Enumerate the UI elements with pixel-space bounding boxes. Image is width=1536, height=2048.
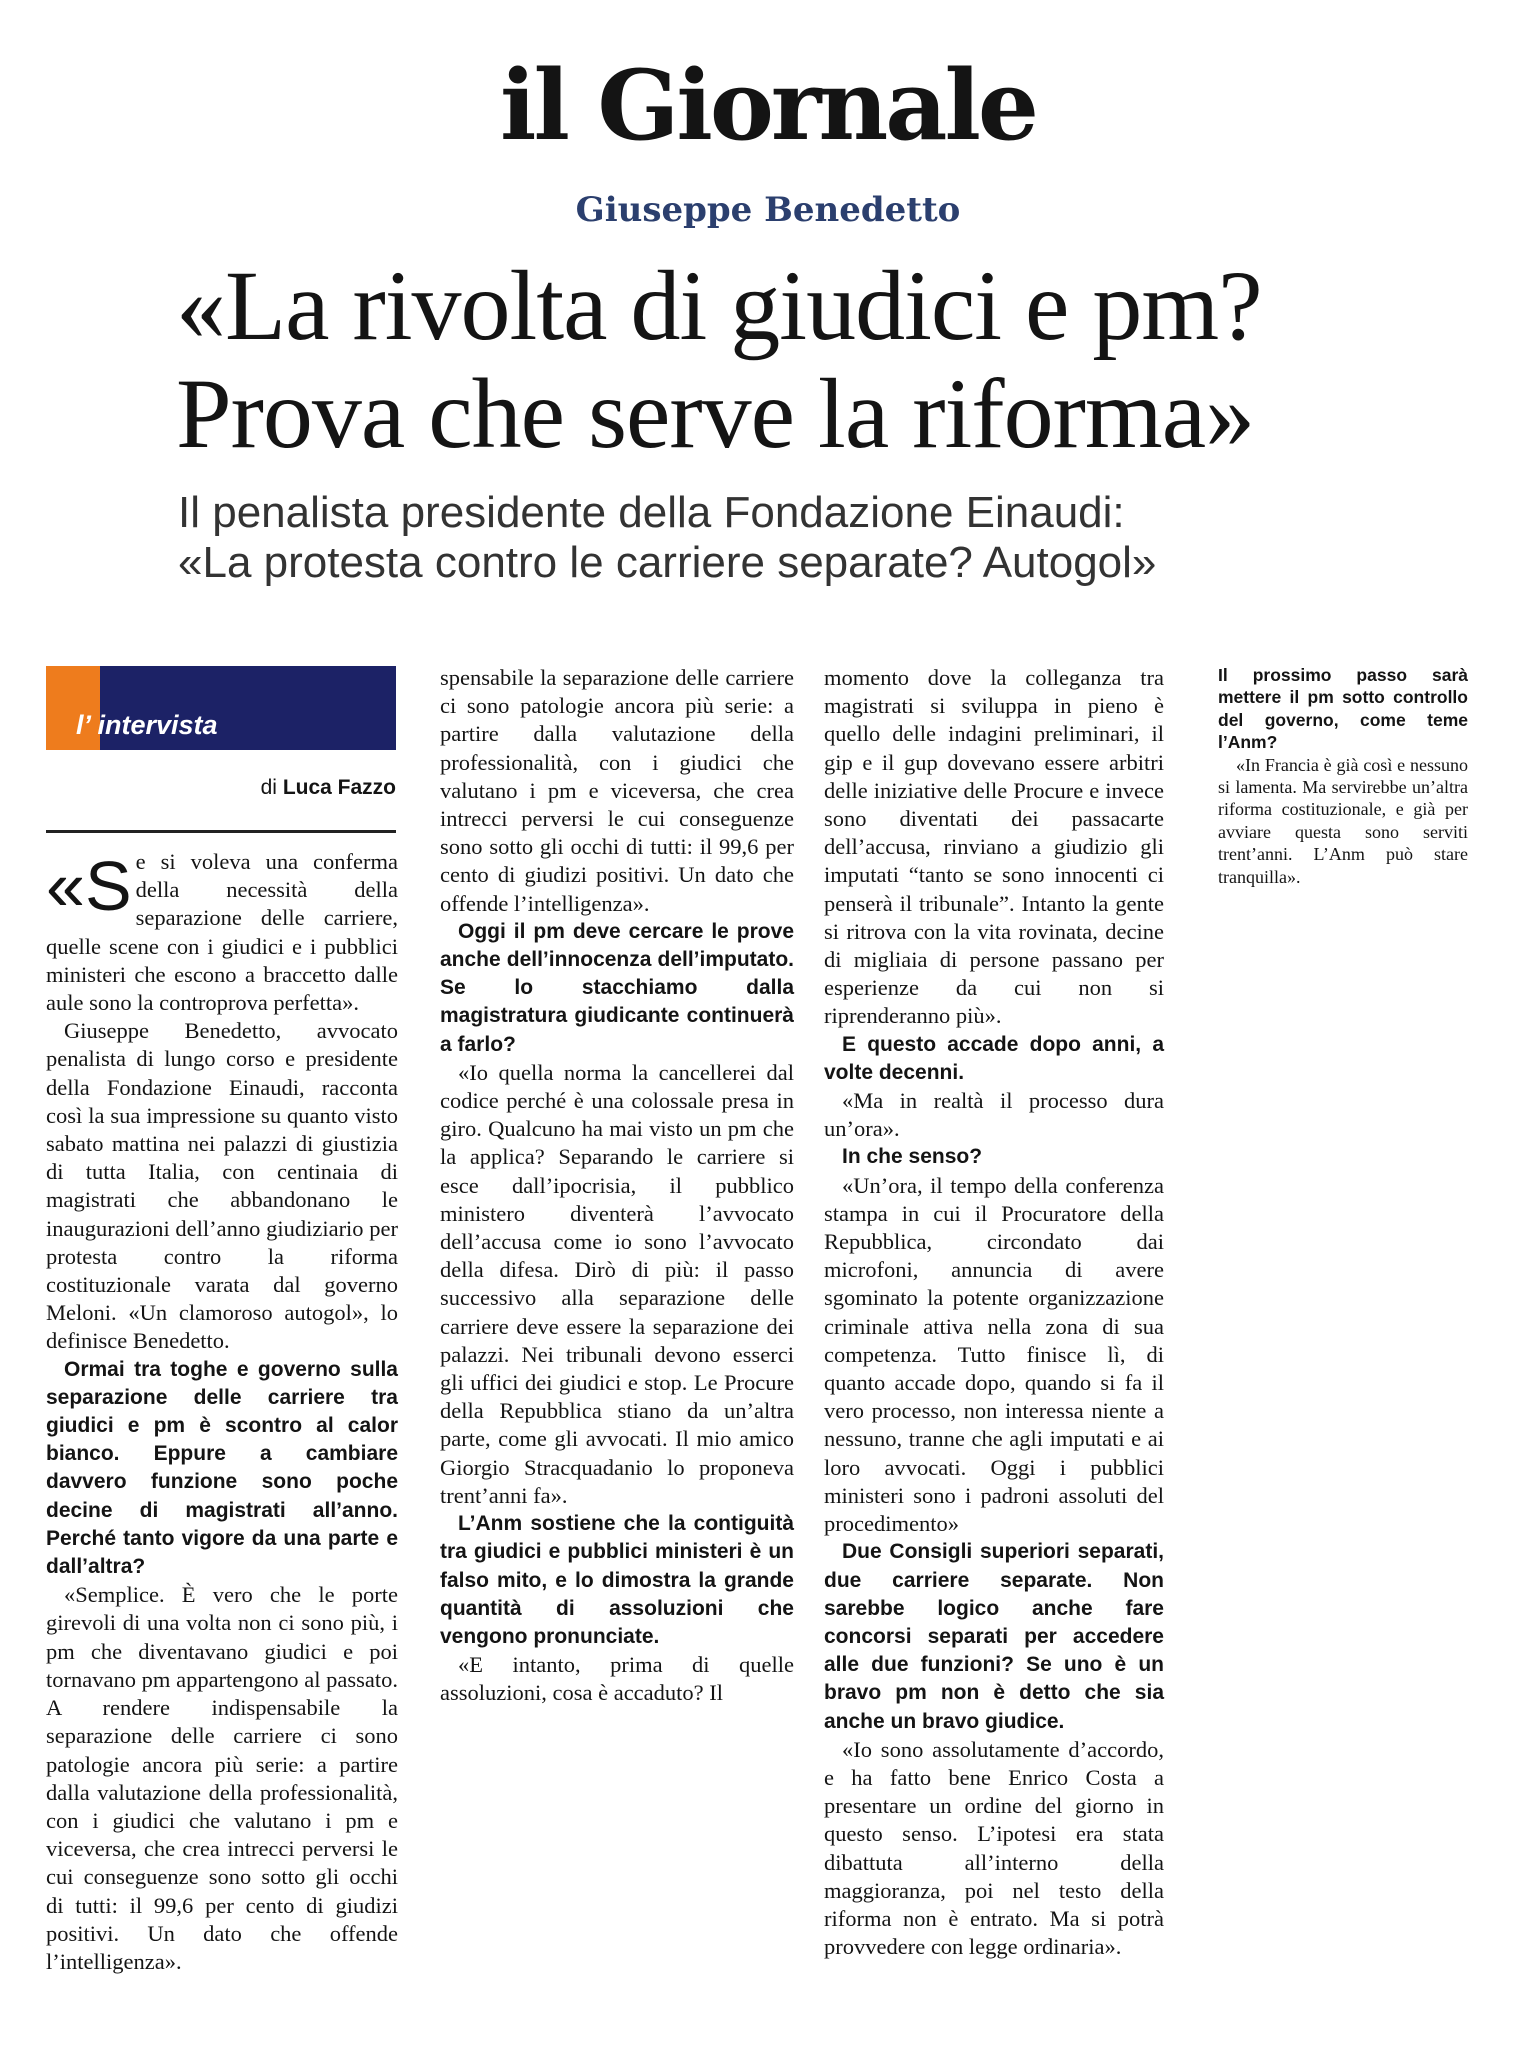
drop-cap: «S [46, 847, 132, 925]
interview-answer: «Semplice. È vero che le porte girevoli di una volta non ci sono più, i pm che diventavano giudici e poi tornavano pm appartengono al passato. A rendere indispensabile la separazione delle carriere ci sono patologie ancora più serie: a partire dalla valutazione della professionalità, con i giudici che valutano i pm e viceversa, che crea intrecci perversi le cui conseguenze sono sotto gli occhi di tutti: il 99,6 per cento di giudizi positivi. Un dato che offende l’intelligenza». [46, 1582, 398, 1974]
section-label-box [46, 666, 396, 750]
interview-answer: «Un’ora, il tempo della conferenza stampa in cui il Procuratore della Repubblica, circondato dai microfoni, annuncia di avere sgominato la potente organizzazione criminale attiva nella zona di sua competenza. Tutto finisce lì, di quanto accade dopo, quando si fa il vero processo, non interessa niente a nessuno, tranne che agli imputati e ai loro avvocati. Oggi i pubblici ministeri sono i padroni assoluti del procedimento» [824, 1172, 1164, 1537]
article-headline [176, 252, 1426, 468]
subhead-line-2: «La protesta contro le carriere separate? Autogol» [178, 538, 1157, 588]
interviewee-name: Giuseppe Benedetto [575, 190, 961, 230]
newspaper-masthead: il Giornale [500, 49, 1036, 162]
subhead-line-1: Il penalista presidente della Fondazione Einaudi: [178, 488, 1125, 537]
article-column-4 [1218, 664, 1468, 888]
interview-question: Ormai tra toghe e governo sulla separazione delle carriere tra giudici e pm è scontro al calor bianco. Eppure a cambiare davvero funzione sono poche decine di magistrati all’anno. Perché tanto vigore da una parte e dall’altra? [46, 1357, 398, 1579]
byline-author: Luca Fazzo [282, 776, 396, 799]
article-paragraph: Giuseppe Benedetto, avvocato penalista di lungo corso e presidente della Fondazione Einaudi, racconta così la sua impressione su quanto visto sabato mattina nei palazzi di giustizia di tutta Italia, con centinaia di magistrati che abbandonano le inaugurazioni dell’anno giudiziario per protesta contro la riforma costituzionale varata dal governo Meloni. «Un clamoroso autogol», lo definisce Benedetto. [46, 1018, 398, 1354]
article-column-1 [46, 847, 398, 1974]
headline-line-1: «La rivolta di giudici e pm? [176, 250, 1262, 361]
article-subheadline [178, 488, 1438, 588]
interview-answer: «In Francia è già così e nessuno si lamenta. Ma servirebbe un’altra riforma costituzionale, e già per avviare questa sono serviti trent’anni. L’Anm può stare tranquilla». [1218, 754, 1468, 887]
interview-question: In che senso? [842, 1145, 983, 1169]
headline-line-2: Prova che serve la riforma» [176, 358, 1255, 469]
section-label: l’ intervista [76, 710, 218, 740]
byline-divider [46, 830, 396, 833]
interview-answer: «E intanto, prima di quelle assoluzioni, cosa è accaduto? Il [440, 1652, 794, 1706]
byline-prefix: di [260, 776, 277, 799]
interview-question: Oggi il pm deve cercare le prove anche dell’innocenza dell’imputato. Se lo stacchiamo dalla magistratura giudicante continuerà a farlo? [440, 919, 794, 1056]
article-paragraph: «S e si voleva una conferma della necessità della separazione delle carriere, quelle scene con i giudici e i pubblici ministeri che escono a braccetto dalle aule sono la controprova perfetta». [46, 847, 398, 1016]
article-column-3 [824, 664, 1164, 1961]
article-column-2 [440, 664, 794, 1708]
interview-question: E questo accade dopo anni, a volte decenni. [824, 1032, 1164, 1084]
interview-question: Il prossimo passo sarà mettere il pm sotto controllo del governo, come teme l’Anm? [1218, 665, 1468, 753]
interview-answer-continued: momento dove la colleganza tra magistrati si sviluppa in pieno è quello delle indagini preliminari, il gip e il gup dovevano essere arbitri delle iniziative delle Procure e invece sono diventati dei passacarte dell’accusa, rinviano a giudizio gli imputati “tanto se sono innocenti ci penserà il tribunale”. Intanto la gente si ritrova con la vita rovinata, decine di migliaia di persone passano per esperienze da cui non si riprenderanno più». [824, 665, 1164, 1029]
interview-answer: «Io sono assolutamente d’accordo, e ha fatto bene Enrico Costa a presentare un ordine del giorno in questo senso. L’ipotesi era stata dibattuta all’interno della maggioranza, poi nel testo della riforma non è entrato. Ma si potrà provvedere con legge ordinaria». [824, 1736, 1164, 1960]
article-byline [46, 776, 396, 800]
interview-answer: «Ma in realtà il processo dura un’ora». [824, 1088, 1164, 1142]
interview-question: L’Anm sostiene che la contiguità tra giudici e pubblici ministeri è un falso mito, e lo dimostra la grande quantità di assoluzioni che vengono pronunciate. [440, 1512, 794, 1648]
interview-answer-continued: spensabile la separazione delle carriere ci sono patologie ancora più serie: a partire dalla valutazione della professionalità, con i giudici che valutano i pm e viceversa, che crea intrecci perversi le cui conseguenze sono sotto gli occhi di tutti: il 99,6 per cento di giudizi positivi. Un dato che offende l’intelligenza». [440, 665, 794, 916]
interview-question: Due Consigli superiori separati, due carriere separate. Non sarebbe logico anche fare concorsi separati per accedere alle due funzioni? Se uno è un bravo pm non è detto che sia anche un bravo giudice. [824, 1540, 1164, 1733]
interview-answer: «Io quella norma la cancellerei dal codice perché è una colossale presa in giro. Qualcuno ha mai visto un pm che la applica? Separando le carriere si esce dall’ipocrisia, il pubblico ministero diventerà l’avvocato dell’accusa come io sono l’avvocato della difesa. Dirò di più: il passo successivo alla separazione delle carriere deve essere la separazione dei palazzi. Nei tribunali devono esserci gli uffici dei giudici e stop. Le Procure della Repubblica stiano da un’altra parte, come gli avvocati. Il mio amico Giorgio Stracquadanio lo proponeva trent’anni fa». [440, 1059, 794, 1508]
